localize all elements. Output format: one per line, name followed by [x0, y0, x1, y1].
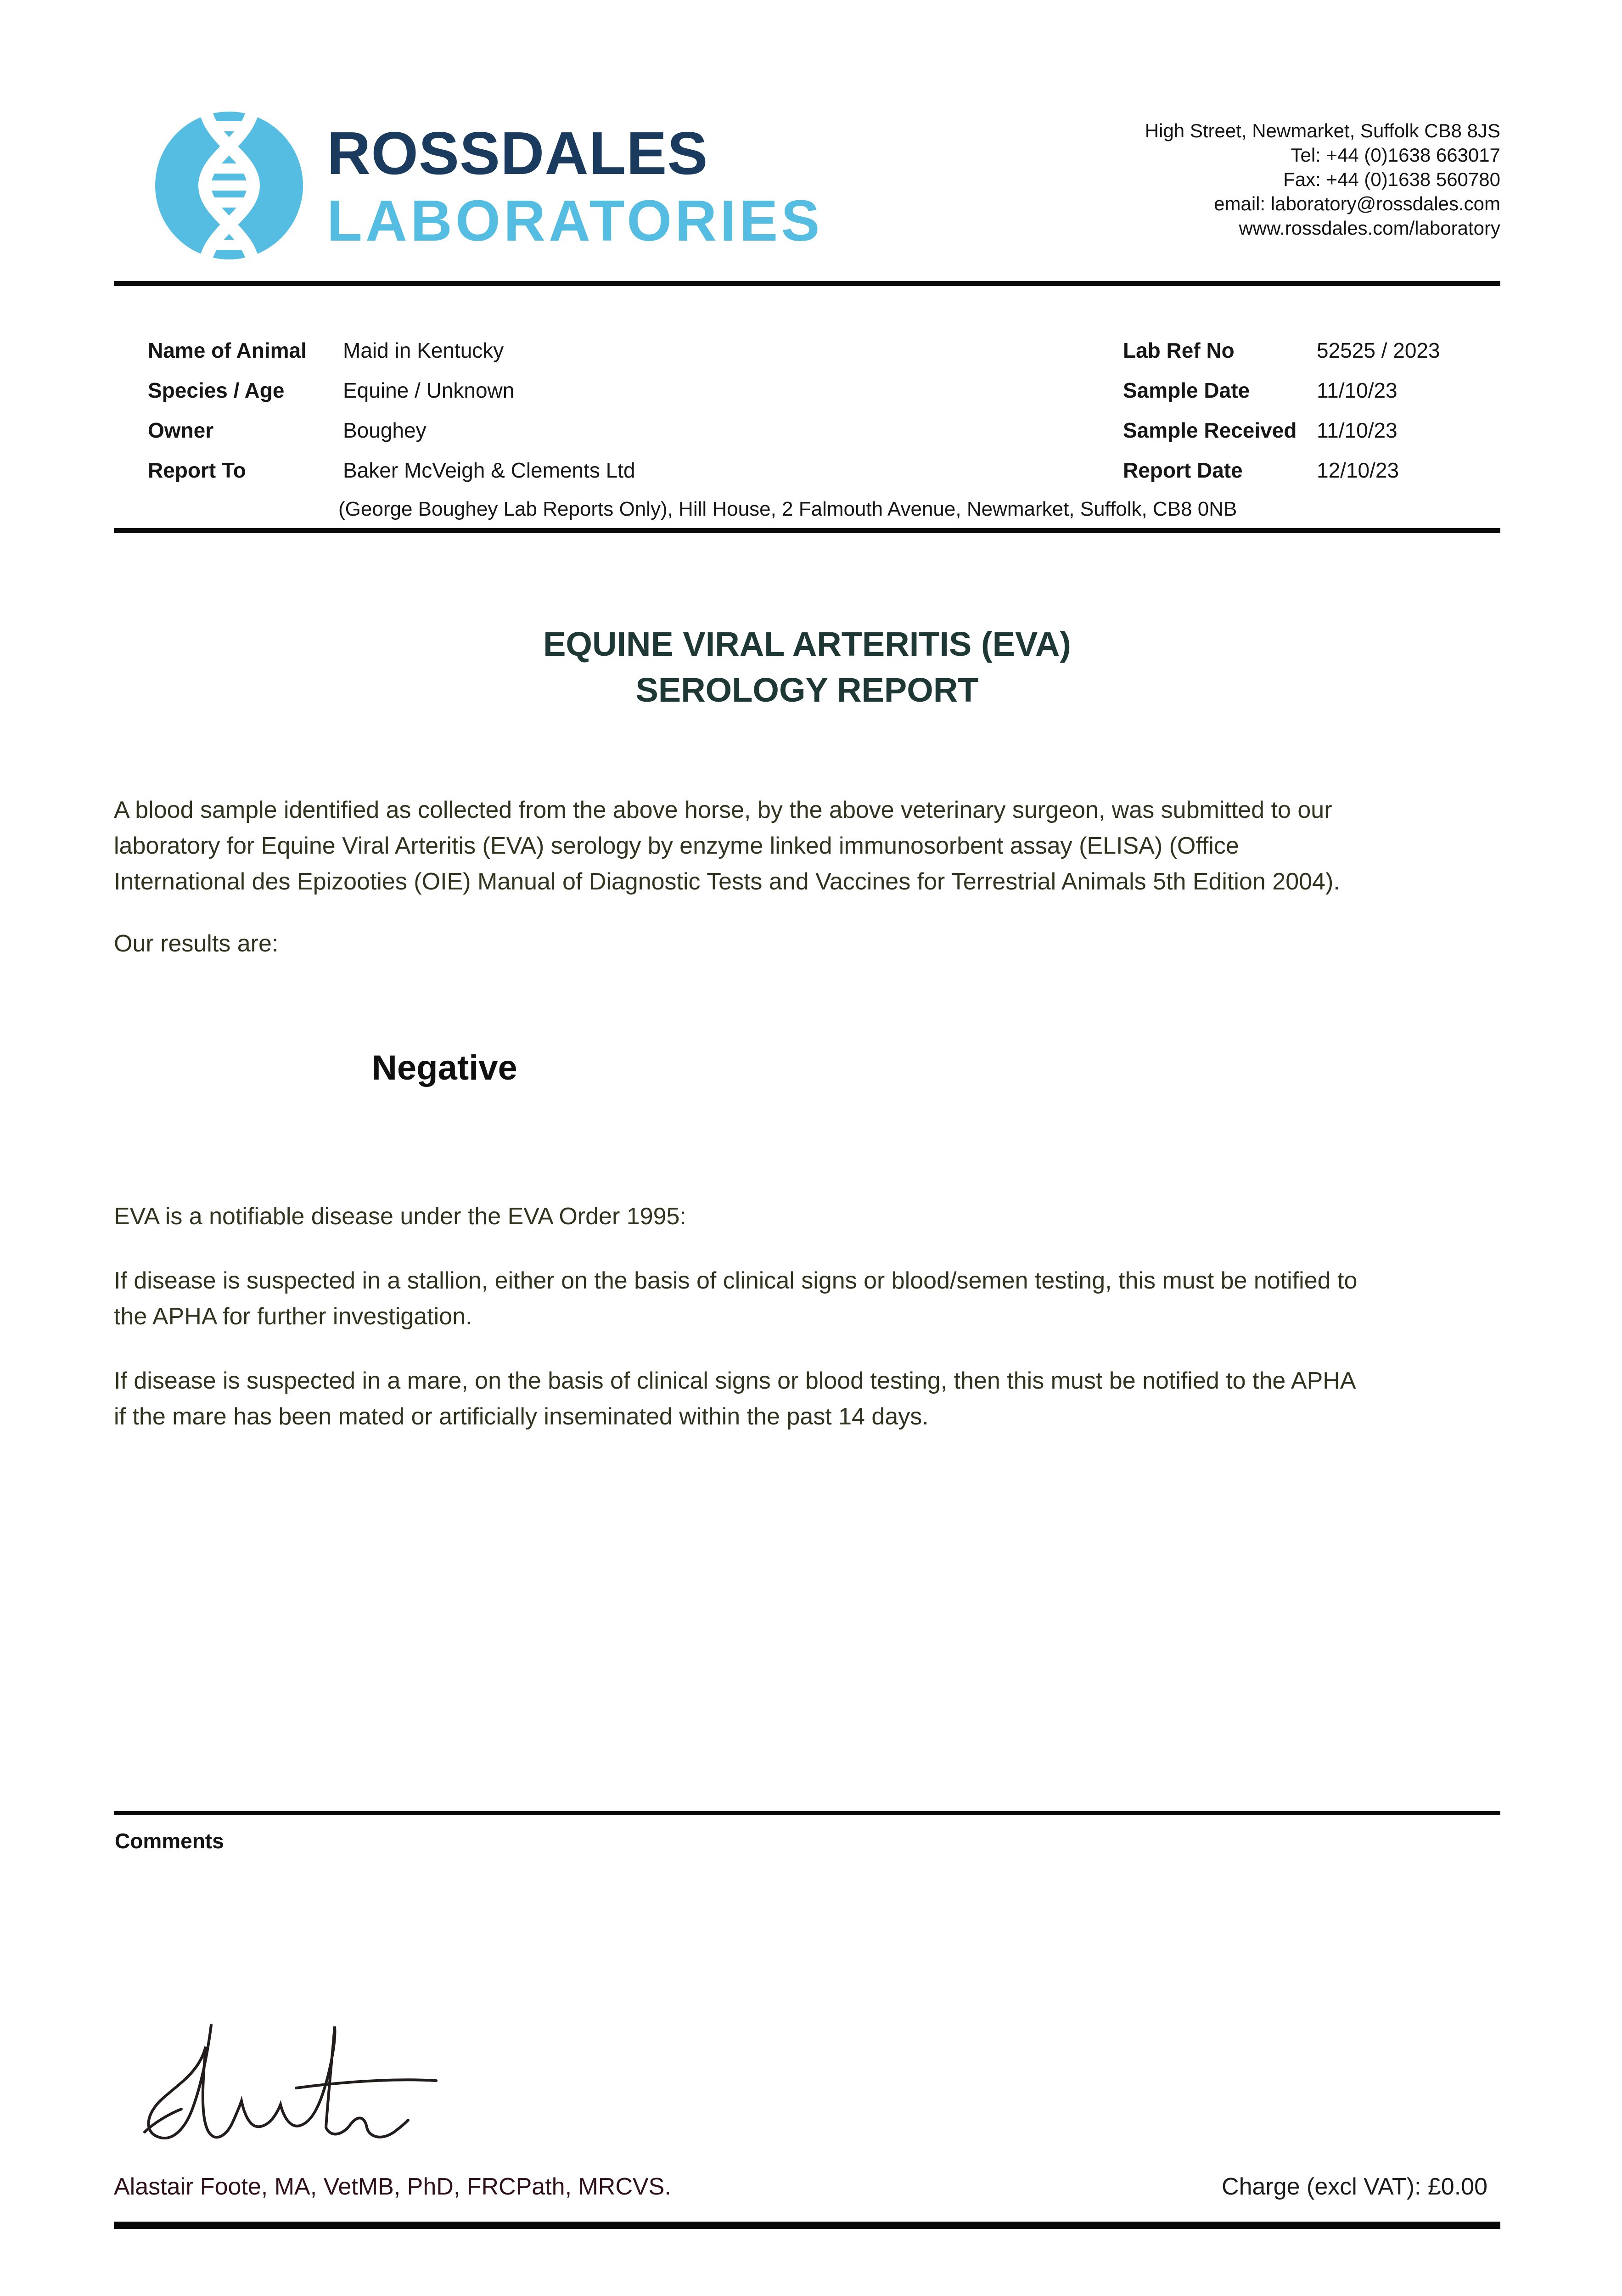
result-value: Negative: [372, 1048, 517, 1087]
contact-fax: Fax: +44 (0)1638 560780: [1283, 169, 1500, 190]
info-row-sample-received: [1123, 418, 1398, 443]
report-to-label: Report To: [148, 458, 246, 482]
mare-note-paragraph: [114, 1363, 1356, 1435]
sample-date-value: 11/10/23: [1317, 378, 1398, 402]
info-row-report-to: [148, 458, 635, 483]
info-row-species-age: [148, 378, 514, 403]
intro-line-3: International des Epizooties (OIE) Manual of Diagnostic Tests and Vaccines for Terrestrial Animals 5th Edition 2004).: [114, 868, 1340, 895]
comments-divider-rule: [114, 1811, 1500, 1815]
info-divider-rule: [114, 528, 1500, 533]
owner-label: Owner: [148, 418, 214, 442]
comments-label: Comments: [115, 1829, 224, 1853]
animal-name-label: Name of Animal: [148, 338, 307, 362]
sample-date-label: Sample Date: [1123, 378, 1250, 402]
animal-name-value: Maid in Kentucky: [343, 338, 504, 362]
info-row-sample-date: [1123, 378, 1398, 403]
signatory-name: Alastair Foote, MA, VetMB, PhD, FRCPath, MRCVS.: [114, 2173, 671, 2200]
report-date-label: Report Date: [1123, 458, 1243, 482]
stallion-note-paragraph: [114, 1263, 1357, 1334]
contact-tel: Tel: +44 (0)1638 663017: [1291, 144, 1500, 166]
header-divider-rule: [114, 281, 1500, 286]
report-title-line1: EQUINE VIRAL ARTERITIS (EVA): [543, 625, 1071, 663]
intro-line-1: A blood sample identified as collected from the above horse, by the above veterinary surgeon, was submitted to our: [114, 797, 1332, 823]
species-age-label: Species / Age: [148, 378, 285, 402]
signature-image: [117, 2018, 480, 2161]
stallion-note-line-2: the APHA for further investigation.: [114, 1303, 472, 1330]
info-row-lab-ref: [1123, 338, 1440, 363]
charge-value: Charge (excl VAT): £0.00: [1222, 2173, 1487, 2200]
stallion-note-line-1: If disease is suspected in a stallion, either on the basis of clinical signs or blood/semen testing, this must be notified to: [114, 1267, 1358, 1294]
report-title-line2: SEROLOGY REPORT: [635, 671, 979, 709]
owner-value: Boughey: [343, 418, 427, 442]
mare-note-line-1: If disease is suspected in a mare, on the basis of clinical signs or blood testing, then this must be notified to the APHA: [114, 1367, 1356, 1394]
contact-block: [1145, 118, 1500, 240]
sample-received-label: Sample Received: [1123, 418, 1297, 442]
notifiable-disease-line: EVA is a notifiable disease under the EVA Order 1995:: [114, 1203, 686, 1230]
info-row-animal-name: [148, 338, 504, 363]
footer-bar: [114, 2222, 1500, 2229]
report-date-value: 12/10/23: [1317, 458, 1399, 482]
report-to-value: Baker McVeigh & Clements Ltd: [343, 458, 635, 482]
species-age-value: Equine / Unknown: [343, 378, 515, 402]
intro-line-2: laboratory for Equine Viral Arteritis (EVA) serology by enzyme linked immunosorbent assay (ELISA) (Office: [114, 833, 1239, 859]
contact-website: www.rossdales.com/laboratory: [1239, 217, 1500, 239]
sample-received-value: 11/10/23: [1317, 418, 1398, 442]
contact-email: email: laboratory@rossdales.com: [1214, 193, 1500, 214]
dna-helix-icon: [155, 112, 303, 259]
results-intro: Our results are:: [114, 930, 279, 957]
brand-name-laboratories: LABORATORIES: [327, 188, 823, 253]
info-row-report-date: [1123, 458, 1399, 483]
info-row-owner: [148, 418, 427, 443]
mare-note-line-2: if the mare has been mated or artificially inseminated within the past 14 days.: [114, 1403, 929, 1430]
lab-ref-label: Lab Ref No: [1123, 338, 1235, 362]
intro-paragraph: [114, 792, 1340, 900]
contact-address: High Street, Newmarket, Suffolk CB8 8JS: [1145, 120, 1500, 141]
brand-name-rossdales: ROSSDALES: [327, 119, 708, 187]
lab-ref-value: 52525 / 2023: [1317, 338, 1440, 362]
report-to-address-line: (George Boughey Lab Reports Only), Hill House, 2 Falmouth Avenue, Newmarket, Suffolk, CB8 0NB: [338, 498, 1237, 520]
